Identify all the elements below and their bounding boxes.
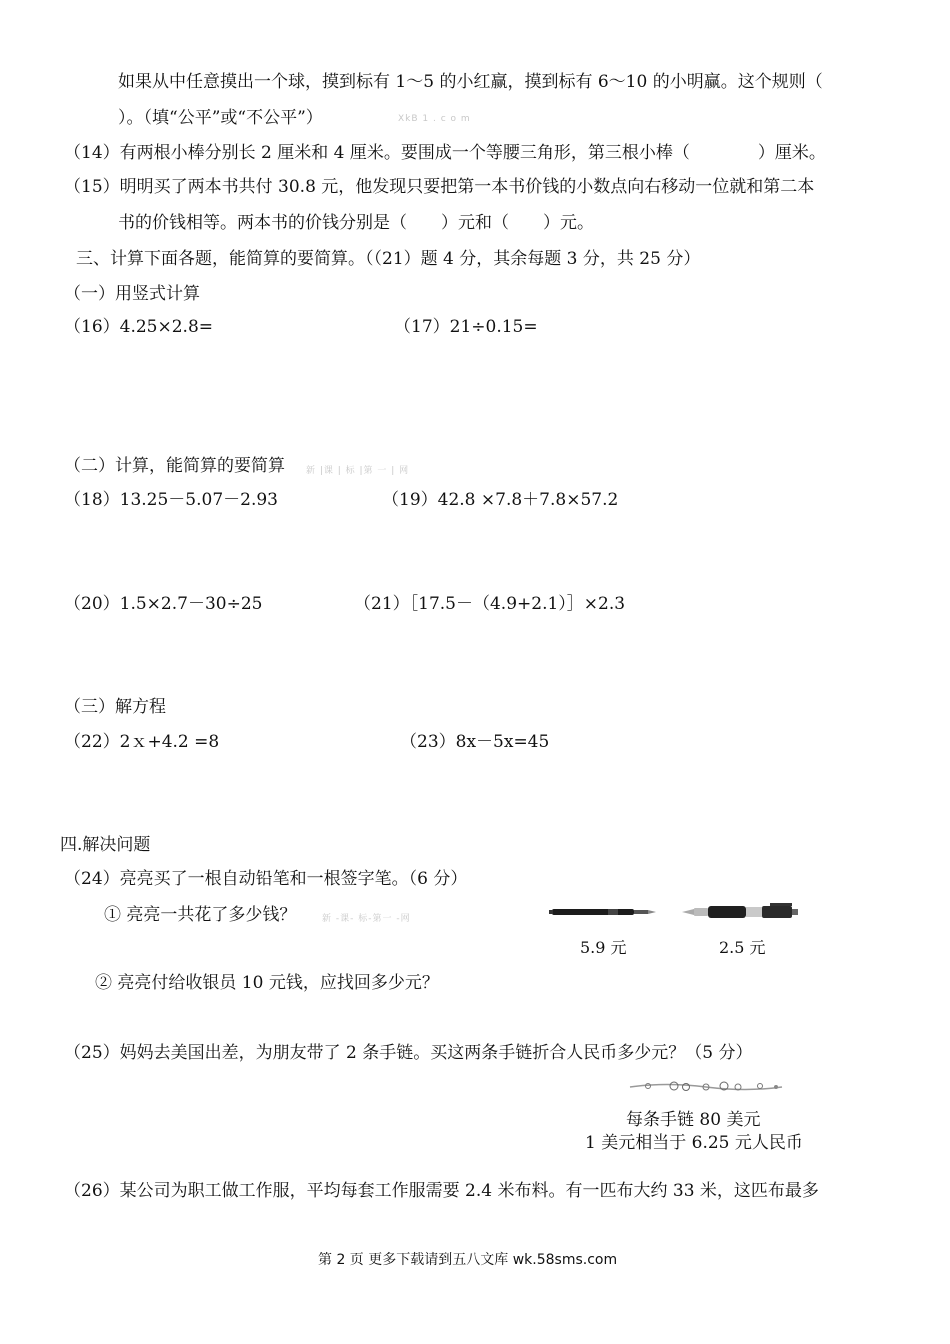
pen-price-label: 2.5 元 — [719, 938, 766, 957]
q20: （20）1.5×2.7－30÷25 — [64, 594, 263, 614]
q24: （24）亮亮买了一根自动铅笔和一根签字笔。（6 分） — [64, 869, 468, 889]
section-3-heading: 三、计算下面各题，能简算的要简算。（（21）题 4 分，其余每题 3 分，共 25 分） — [76, 249, 701, 269]
q13-line-2: ）。（填“公平”或“不公平”） — [118, 108, 323, 128]
q15-line-1: （15）明明买了两本书共付 30.8 元，他发现只要把第一本书价钱的小数点向右移动一位就和第二本 — [64, 177, 815, 197]
subsection-2-heading: （二）计算，能简算的要简算 — [64, 456, 285, 476]
bracelet-icon — [626, 1078, 786, 1096]
exchange-rate-caption: 1 美元相当于 6.25 元人民币 — [585, 1133, 803, 1153]
subsection-1-heading: （一）用竖式计算 — [64, 284, 200, 304]
q21: （21）［17.5－（4.9+2.1）］×2.3 — [354, 594, 626, 614]
q14: （14）有两根小棒分别长 2 厘米和 4 厘米。要围成一个等腰三角形，第三根小棒（ ）厘米。 — [64, 143, 826, 163]
q13-line-1: 如果从中任意摸出一个球，摸到标有 1～5 的小红赢，摸到标有 6～10 的小明赢。这个规则（ — [118, 72, 823, 92]
mechanical-pencil-icon — [548, 904, 658, 920]
q24-part-2: ② 亮亮付给收银员 10 元钱，应找回多少元？ — [95, 973, 439, 993]
bracelet-price-caption: 每条手链 80 美元 — [626, 1110, 761, 1130]
watermark: XkB 1 . c o m — [398, 114, 471, 124]
gel-pen-icon — [680, 901, 802, 923]
q22: （22）2ｘ+4.2 =8 — [64, 732, 220, 752]
q23: （23）8x－5x=45 — [400, 732, 550, 752]
section-4-heading: 四.解决问题 — [60, 835, 151, 855]
q15-line-2: 书的价钱相等。两本书的价钱分别是（ ）元和（ ）元。 — [118, 213, 594, 233]
q25: （25）妈妈去美国出差，为朋友带了 2 条手链。买这两条手链折合人民币多少元？（5 分） — [64, 1043, 753, 1063]
watermark: 新 |课 | 标 |第 一 | 网 — [306, 466, 410, 476]
q18: （18）13.25－5.07－2.93 — [64, 490, 279, 510]
pencil-price-label: 5.9 元 — [580, 938, 627, 957]
q16: （16）4.25×2.8= — [64, 317, 214, 337]
q26: （26）某公司为职工做工作服，平均每套工作服需要 2.4 米布料。有一匹布大约 33 米，这匹布最多 — [64, 1181, 819, 1201]
subsection-3-heading: （三）解方程 — [64, 697, 166, 717]
q19: （19）42.8 ×7.8＋7.8×57.2 — [382, 490, 619, 510]
q24-part-1: ① 亮亮一共花了多少钱？ — [104, 905, 297, 925]
q17: （17）21÷0.15= — [394, 317, 538, 337]
page-footer: 第 2 页 更多下载请到五八文库 wk.58sms.com — [318, 1252, 618, 1268]
watermark: 新 -课- 标-第一 -网 — [322, 914, 411, 924]
